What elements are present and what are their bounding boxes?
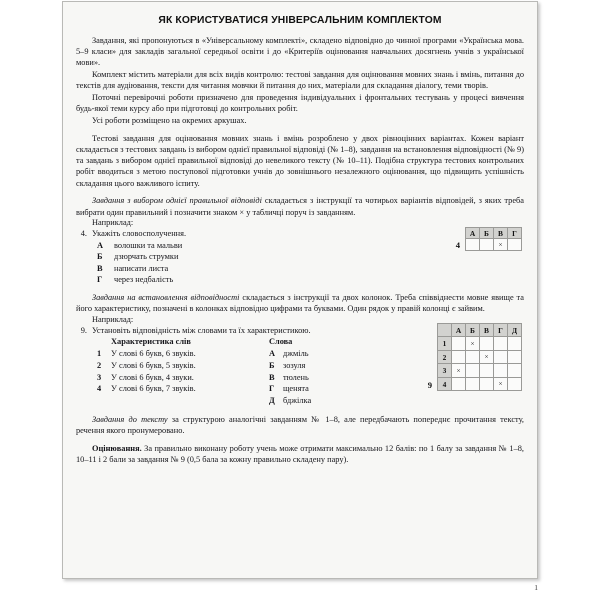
matching-left-text: У слові 6 букв, 5 звуків. xyxy=(111,360,196,370)
matching-right-item[interactable] xyxy=(269,383,397,395)
matching-question-number: 9. xyxy=(80,325,87,335)
answer-matrix-row-label: 4 xyxy=(438,377,452,391)
matching-left-column xyxy=(97,336,269,407)
scoring-desc-rest: За правильно виконану роботу учень може отримати максимально 12 балів: по 1 балу за завдання № 1–8, 10–11 і 2 бали за завдання № 9 (0,5 бала за кожну правильно складену пару). xyxy=(76,443,524,464)
matching-left-text: У слові 6 букв, 7 звуків. xyxy=(111,384,196,394)
answer-matrix-row xyxy=(438,337,522,351)
single-choice-desc-rest: складається з інструкції та чотирьох варіантів відповідей, з яких треба вибрати один правильний і позначити знаком × у табличці поруч із завданням. xyxy=(76,196,524,217)
answer-matrix-matching xyxy=(428,323,522,392)
matching-question-stem: Установіть відповідність між словами та їх характеристикою. xyxy=(92,325,311,335)
answer-matrix-row-label: 2 xyxy=(438,350,452,364)
matching-desc-rest: складається з інструкції та двох колонок. Треба співвіднести мовне явище та його характеристику, позначені в колонках відповідно цифрами та буквами. Один рядок у правій колонці є зайвим. xyxy=(76,293,524,314)
matching-left-key: 3 xyxy=(97,372,102,382)
page-number: 1 xyxy=(534,583,538,592)
matching-right-text: тюлень xyxy=(283,372,309,382)
matching-right-column xyxy=(269,336,397,407)
question-stem: Укажіть словосполучення. xyxy=(92,229,187,239)
answer-matrix-cell[interactable] xyxy=(480,337,494,351)
answer-matrix-header-row xyxy=(438,323,522,337)
text-tasks-term: Завдання до тексту xyxy=(92,414,168,424)
answer-grid-header-cell: В xyxy=(494,228,508,239)
option-text: через недбалість xyxy=(114,275,174,285)
answer-grid-cell[interactable] xyxy=(466,239,480,251)
option-text: дзюрчать струмки xyxy=(114,252,179,262)
answer-grid[interactable] xyxy=(465,227,522,251)
matching-left-item[interactable] xyxy=(97,372,269,384)
answer-matrix-header-cell: А xyxy=(452,323,466,337)
answer-matrix-cell[interactable]: × xyxy=(452,364,466,378)
page-title: ЯК КОРИСТУВАТИСЯ УНІВЕРСАЛЬНИМ КОМПЛЕКТОМ xyxy=(158,15,442,26)
option-row[interactable] xyxy=(76,274,524,286)
matching-left-key: 1 xyxy=(97,348,102,358)
answer-grid-header-cell: А xyxy=(466,228,480,239)
answer-matrix-cell[interactable] xyxy=(508,337,522,351)
answer-matrix-row xyxy=(438,377,522,391)
document-page-wrapper xyxy=(62,1,538,579)
answer-matrix-header-cell: Б xyxy=(466,323,480,337)
answer-matrix-row-label: 3 xyxy=(438,364,452,378)
page-content xyxy=(76,15,524,576)
matching-right-item[interactable] xyxy=(269,348,397,360)
answer-matrix-row-number: 9 xyxy=(427,380,432,391)
answer-grid-body-row xyxy=(466,239,522,251)
matching-columns xyxy=(76,336,397,407)
answer-matrix-row-label: 1 xyxy=(438,337,452,351)
answer-matrix-cell[interactable] xyxy=(452,350,466,364)
option-row[interactable] xyxy=(76,263,524,275)
matching-right-item[interactable] xyxy=(269,372,397,384)
matching-left-item[interactable] xyxy=(97,383,269,395)
matching-term: Завдання на встановлення відповідності xyxy=(92,293,240,303)
matching-right-item[interactable] xyxy=(269,360,397,372)
matching-right-text: зозуля xyxy=(283,360,306,370)
answer-matrix-header-cell: Д xyxy=(508,323,522,337)
answer-matrix-cell[interactable] xyxy=(480,377,494,391)
answer-matrix-cell[interactable] xyxy=(494,337,508,351)
matching-right-text: джміль xyxy=(283,348,309,358)
matching-left-text: У слові 6 букв, 6 звуків. xyxy=(111,348,196,358)
answer-matrix-cell[interactable] xyxy=(452,337,466,351)
paragraph-text-tasks-desc xyxy=(76,414,524,436)
matching-left-text: У слові 6 букв, 4 звуки. xyxy=(111,372,194,382)
answer-table-single-choice xyxy=(456,227,522,251)
paragraph-kit-contents: Комплект містить матеріали для всіх видів контролю: тестові завдання для оцінювання мовних знань і вмінь, питання до текстів для аудіювання, тексти для читання мовчки й питання до них, матеріали для складання діалогу, теми творів. xyxy=(76,70,524,91)
answer-matrix-corner xyxy=(438,323,452,337)
answer-matrix-cell[interactable] xyxy=(466,350,480,364)
example-label-2: Наприклад: xyxy=(92,314,134,324)
document-page xyxy=(62,1,538,579)
answer-matrix-cell[interactable] xyxy=(508,364,522,378)
matching-right-key: Б xyxy=(269,360,275,370)
answer-matrix-row xyxy=(438,364,522,378)
answer-grid-header-row xyxy=(466,228,522,239)
paragraph-intro: Завдання, які пропонуються в «Універсальному комплекті», складено відповідно до чинної програми «Українська мова. 5–9 класи» для закладів загальної середньої освіти і до «Критеріїв оцінювання навчальних досягнень учнів з української мови». xyxy=(76,36,524,68)
matching-right-heading: Слова xyxy=(269,337,293,347)
answer-matrix-cell[interactable]: × xyxy=(480,350,494,364)
example-question-matching xyxy=(76,325,524,407)
single-choice-term: Завдання з вибором однієї правильної відповіді xyxy=(92,196,262,206)
paragraph-test-structure: Тестові завдання для оцінювання мовних знань і вмінь розроблено у двох рівноцінних варіантах. Кожен варіант складається з тестових завдань із вибором однієї правильної відповіді (№ 1–8), завдання на встановлення відповідності (№ 9) та завдань з вибором однієї правильної відповіді до невеликого тексту (№ 10–11). Подібна структура тестових контрольних робіт вводиться з метою поступової підготовки учнів до зовнішнього незалежного оцінювання, що підвищить успішність складання цього важливого іспиту. xyxy=(76,133,524,188)
answer-grid-header-cell: Г xyxy=(508,228,522,239)
paragraph-separate-sheets: Усі роботи розміщено на окремих аркушах. xyxy=(92,116,247,126)
matching-right-key: Д xyxy=(269,396,275,406)
question-number: 4. xyxy=(80,229,87,239)
answer-matrix-cell[interactable] xyxy=(508,377,522,391)
matching-left-item[interactable] xyxy=(97,360,269,372)
answer-matrix-cell[interactable] xyxy=(508,350,522,364)
scoring-term: Оцінювання. xyxy=(92,443,142,453)
text-tasks-desc-rest: за структурою аналогічні завданням № 1–8, але передбачають попереднє прочитання тексту, речення якого пронумеровано. xyxy=(76,414,524,435)
answer-grid-header-cell: Б xyxy=(480,228,494,239)
example-question-single-choice xyxy=(76,228,524,285)
answer-grid-cell[interactable]: × xyxy=(494,239,508,251)
answer-grid-cell[interactable] xyxy=(480,239,494,251)
answer-matrix-row xyxy=(438,350,522,364)
answer-grid-cell[interactable] xyxy=(508,239,522,251)
matching-left-key: 2 xyxy=(97,360,102,370)
answer-matrix-cell[interactable] xyxy=(466,364,480,378)
answer-table-row-number: 4 xyxy=(455,240,460,251)
option-letter: Г xyxy=(97,275,103,285)
matching-left-item[interactable] xyxy=(97,348,269,360)
answer-matrix-cell[interactable]: × xyxy=(494,377,508,391)
option-letter: В xyxy=(97,263,103,273)
paragraph-matching-desc xyxy=(76,292,524,314)
example-label-1: Наприклад: xyxy=(92,218,134,228)
answer-matrix-cell[interactable] xyxy=(480,364,494,378)
option-letter: А xyxy=(97,240,104,250)
answer-matrix-cell[interactable] xyxy=(466,377,480,391)
answer-matrix-cell[interactable] xyxy=(452,377,466,391)
matching-left-heading: Характеристика слів xyxy=(111,337,191,347)
matching-right-key: В xyxy=(269,372,275,382)
matching-right-item[interactable] xyxy=(269,395,397,407)
option-text: волошки та мальви xyxy=(114,240,183,250)
paragraph-single-choice-desc xyxy=(76,195,524,217)
matching-right-text: бджілка xyxy=(283,396,312,406)
answer-matrix-header-cell: В xyxy=(480,323,494,337)
answer-matrix-grid[interactable] xyxy=(437,323,522,392)
answer-matrix-cell[interactable] xyxy=(494,364,508,378)
answer-matrix-cell[interactable]: × xyxy=(466,337,480,351)
matching-right-key: Г xyxy=(269,384,275,394)
option-letter: Б xyxy=(97,252,103,262)
matching-left-key: 4 xyxy=(97,384,102,394)
option-row[interactable] xyxy=(76,251,524,263)
answer-matrix-header-cell: Г xyxy=(494,323,508,337)
matching-right-text: щенята xyxy=(283,384,309,394)
paragraph-current-tests: Поточні перевірочні роботи призначено для проведення індивідуальних і фронтальних тестувань у процесі вивчення будь-якої теми курсу або при підготовці до контрольних робіт. xyxy=(76,93,524,114)
matching-right-key: А xyxy=(269,348,276,358)
paragraph-scoring xyxy=(76,443,524,465)
answer-matrix-cell[interactable] xyxy=(494,350,508,364)
option-text: написати листа xyxy=(114,263,169,273)
